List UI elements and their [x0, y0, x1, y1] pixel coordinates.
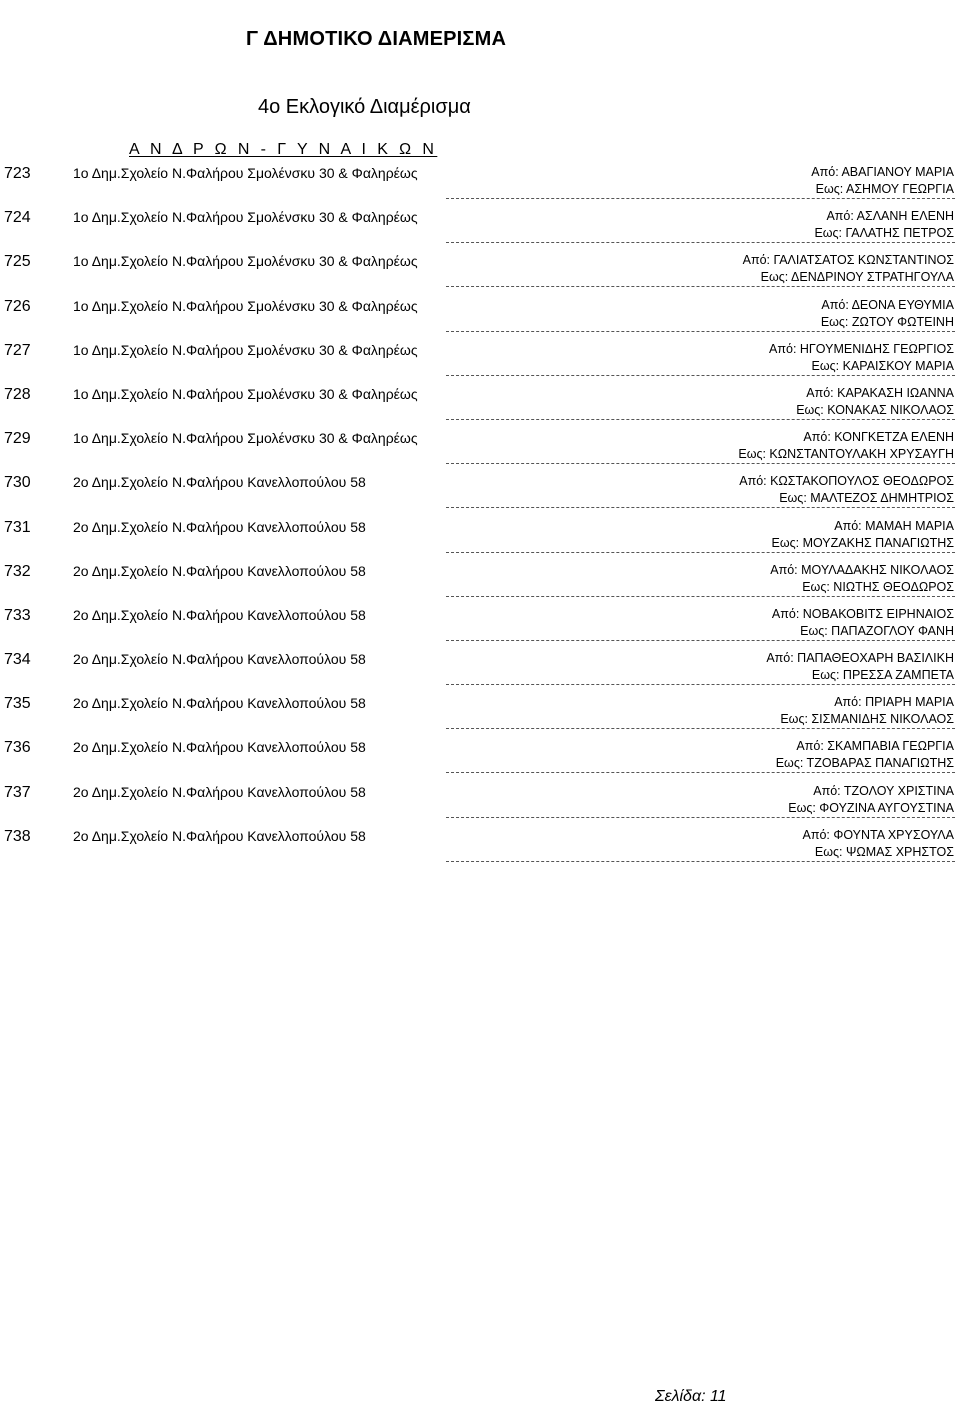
school-address: 2ο Δημ.Σχολείο Ν.Φαλήρου Κανελλοπούλου 58	[73, 474, 366, 491]
voter-range	[821, 297, 954, 331]
school-address: 1ο Δημ.Σχολείο Ν.Φαλήρου Σμολένσκυ 30 & Φαληρέως	[73, 297, 418, 314]
table-row	[0, 471, 960, 515]
station-number: 726	[4, 297, 31, 315]
dashed-divider	[446, 596, 955, 597]
section-title: 4ο Εκλογικό Διαμέρισμα	[258, 96, 471, 118]
school-address: 1ο Δημ.Σχολείο Ν.Φαλήρου Σμολένσκυ 30 & Φαληρέως	[73, 385, 418, 402]
range-to: Εως: ΠΑΠΑΖΟΓΛΟΥ ΦΑΝΗ	[800, 623, 954, 638]
dashed-divider	[446, 684, 955, 685]
range-from: Από: ΤΖΟΛΟΥ ΧΡΙΣΤΙΝΑ	[813, 783, 954, 798]
dashed-divider	[446, 817, 955, 818]
range-to: Εως: ΔΕΝΔΡΙΝΟΥ ΣΤΡΑΤΗΓΟΥΛΑ	[760, 270, 954, 285]
voter-range	[788, 783, 954, 817]
range-from: Από: ΚΑΡΑΚΑΣΗ ΙΩΑΝΝΑ	[806, 385, 954, 400]
range-to: Εως: ΚΑΡΑΙΣΚΟΥ ΜΑΡΙΑ	[811, 358, 954, 373]
station-number: 723	[4, 165, 31, 182]
range-from: Από: ΓΑΛΙΑΤΣΑΤΟΣ ΚΩΝΣΤΑΝΤΙΝΟΣ	[742, 253, 954, 268]
school-address: 2ο Δημ.Σχολείο Ν.Φαλήρου Κανελλοπούλου 58	[73, 562, 366, 579]
school-address: 2ο Δημ.Σχολείο Ν.Φαλήρου Κανελλοπούλου 58	[73, 739, 366, 756]
dashed-divider	[446, 552, 955, 553]
voter-range	[776, 738, 954, 772]
station-number: 733	[4, 606, 31, 624]
range-to: Εως: ΝΙΩΤΗΣ ΘΕΟΔΩΡΟΣ	[802, 579, 954, 594]
range-to: Εως: ΑΣΗΜΟΥ ΓΕΩΡΓΙΑ	[815, 182, 954, 196]
table-row	[0, 560, 960, 604]
dashed-divider	[446, 331, 955, 332]
station-number: 738	[4, 827, 31, 845]
dashed-divider	[446, 772, 955, 773]
table-row	[0, 427, 960, 471]
table-row	[0, 736, 960, 780]
school-address: 2ο Δημ.Σχολείο Ν.Φαλήρου Κανελλοπούλου 58	[73, 518, 366, 535]
school-address: 2ο Δημ.Σχολείο Ν.Φαλήρου Κανελλοπούλου 58	[73, 606, 366, 623]
station-number: 734	[4, 651, 31, 669]
voter-range	[769, 341, 954, 375]
station-number: 736	[4, 739, 31, 757]
school-address: 1ο Δημ.Σχολείο Ν.Φαλήρου Σμολένσκυ 30 & Φαληρέως	[73, 430, 418, 447]
station-number: 731	[4, 518, 31, 536]
station-number: 727	[4, 341, 31, 359]
range-from: Από: ΜΟΥΛΑΔΑΚΗΣ ΝΙΚΟΛΑΟΣ	[770, 562, 954, 577]
station-number: 729	[4, 430, 31, 448]
dashed-divider	[446, 861, 955, 862]
school-address: 2ο Δημ.Σχολείο Ν.Φαλήρου Κανελλοπούλου 58	[73, 651, 366, 668]
voter-range	[780, 694, 954, 728]
dashed-divider	[446, 242, 955, 243]
table-row	[0, 825, 960, 869]
dashed-divider	[446, 463, 955, 464]
page-number: Σελίδα: 11	[655, 1388, 727, 1405]
range-to: Εως: ΠΡΕΣΣΑ ΖΑΜΠΕΤΑ	[811, 668, 954, 683]
range-from: Από: ΦΟΥΝΤΑ ΧΡΥΣΟΥΛΑ	[802, 827, 954, 842]
polling-station-list	[0, 162, 960, 869]
range-to: Εως: ΓΑΛΑΤΗΣ ΠΕΤΡΟΣ	[814, 226, 954, 241]
table-row	[0, 250, 960, 294]
station-number: 732	[4, 562, 31, 580]
school-address: 1ο Δημ.Σχολείο Ν.Φαλήρου Σμολένσκυ 30 & Φαληρέως	[73, 209, 418, 226]
voter-range	[814, 208, 954, 242]
range-to: Εως: ΜΑΛΤΕΖΟΣ ΔΗΜΗΤΡΙΟΣ	[779, 491, 954, 506]
voter-range	[796, 385, 954, 419]
school-address: 2ο Δημ.Σχολείο Ν.Φαλήρου Κανελλοπούλου 58	[73, 783, 366, 800]
table-row	[0, 516, 960, 560]
school-address: 1ο Δημ.Σχολείο Ν.Φαλήρου Σμολένσκυ 30 & Φαληρέως	[73, 165, 418, 181]
table-row	[0, 781, 960, 825]
range-to: Εως: ΤΖΟΒΑΡΑΣ ΠΑΝΑΓΙΩΤΗΣ	[775, 756, 954, 771]
range-to: Εως: ΦΟΥΖΙΝΑ ΑΥΓΟΥΣΤΙΝΑ	[788, 800, 954, 815]
dashed-divider	[446, 375, 955, 376]
range-from: Από: ΚΩΣΤΑΚΟΠΟΥΛΟΣ ΘΕΟΔΩΡΟΣ	[739, 474, 954, 489]
voter-range	[739, 473, 954, 507]
range-from: Από: ΜΑΜΑΗ ΜΑΡΙΑ	[834, 518, 954, 533]
table-row	[0, 162, 960, 206]
range-from: Από: ΚΟΝΓΚΕΤΖΑ ΕΛΕΝΗ	[803, 430, 954, 445]
range-to: Εως: ΚΩΝΣΤΑΝΤΟΥΛΑΚΗ ΧΡΥΣΑΥΓΗ	[738, 447, 954, 462]
range-to: Εως: ΨΩΜΑΣ ΧΡΗΣΤΟΣ	[814, 844, 954, 859]
range-from: Από: ΣΚΑΜΠΑΒΙΑ ΓΕΩΡΓΙΑ	[796, 739, 954, 754]
gender-title: Α Ν Δ Ρ Ω Ν - Γ Υ Ν Α Ι Κ Ω Ν	[129, 141, 438, 158]
dashed-divider	[446, 198, 955, 199]
voter-range	[770, 562, 954, 596]
district-title: Γ ΔΗΜΟΤΙΚΟ ΔΙΑΜΕΡΙΣΜΑ	[246, 28, 507, 50]
table-row	[0, 295, 960, 339]
voter-range	[802, 827, 954, 861]
range-from: Από: ΗΓΟΥΜΕΝΙΔΗΣ ΓΕΩΡΓΙΟΣ	[769, 341, 954, 356]
station-number: 730	[4, 474, 31, 492]
dashed-divider	[446, 419, 955, 420]
dashed-divider	[446, 507, 955, 508]
table-row	[0, 648, 960, 692]
station-number: 724	[4, 209, 31, 227]
voter-range	[772, 606, 954, 640]
range-from: Από: ΔΕΟΝΑ ΕΥΘΥΜΙΑ	[821, 297, 954, 312]
range-to: Εως: ΚΟΝΑΚΑΣ ΝΙΚΟΛΑΟΣ	[796, 402, 954, 417]
table-row	[0, 383, 960, 427]
voter-range	[738, 429, 954, 463]
school-address: 2ο Δημ.Σχολείο Ν.Φαλήρου Κανελλοπούλου 58	[73, 827, 366, 844]
table-row	[0, 206, 960, 250]
station-number: 737	[4, 783, 31, 801]
range-to: Εως: ΖΩΤΟΥ ΦΩΤΕΙΝΗ	[820, 314, 954, 329]
voter-range	[811, 164, 954, 198]
range-from: Από: ΑΣΛΑΝΗ ΕΛΕΝΗ	[826, 209, 954, 224]
station-number: 735	[4, 695, 31, 713]
school-address: 1ο Δημ.Σχολείο Ν.Φαλήρου Σμολένσκυ 30 & Φαληρέως	[73, 253, 418, 270]
table-row	[0, 692, 960, 736]
voter-range	[772, 518, 955, 552]
dashed-divider	[446, 728, 955, 729]
station-number: 728	[4, 385, 31, 403]
station-number: 725	[4, 253, 31, 271]
range-from: Από: ΠΡΙΑΡΗ ΜΑΡΙΑ	[834, 695, 954, 710]
school-address: 2ο Δημ.Σχολείο Ν.Φαλήρου Κανελλοπούλου 58	[73, 695, 366, 712]
range-from: Από: ΠΑΠΑΘΕΟΧΑΡΗ ΒΑΣΙΛΙΚΗ	[766, 651, 954, 666]
school-address: 1ο Δημ.Σχολείο Ν.Φαλήρου Σμολένσκυ 30 & Φαληρέως	[73, 341, 418, 358]
voter-range	[766, 650, 954, 684]
table-row	[0, 604, 960, 648]
dashed-divider	[446, 286, 955, 287]
range-to: Εως: ΜΟΥΖΑΚΗΣ ΠΑΝΑΓΙΩΤΗΣ	[771, 535, 954, 550]
range-to: Εως: ΣΙΣΜΑΝΙΔΗΣ ΝΙΚΟΛΑΟΣ	[780, 712, 954, 727]
range-from: Από: ΑΒΑΓΙΑΝΟΥ ΜΑΡΙΑ	[811, 165, 954, 179]
table-row	[0, 339, 960, 383]
voter-range	[743, 252, 954, 286]
range-from: Από: ΝΟΒΑΚΟΒΙΤΣ ΕΙΡΗΝΑΙΟΣ	[771, 606, 954, 621]
dashed-divider	[446, 640, 955, 641]
